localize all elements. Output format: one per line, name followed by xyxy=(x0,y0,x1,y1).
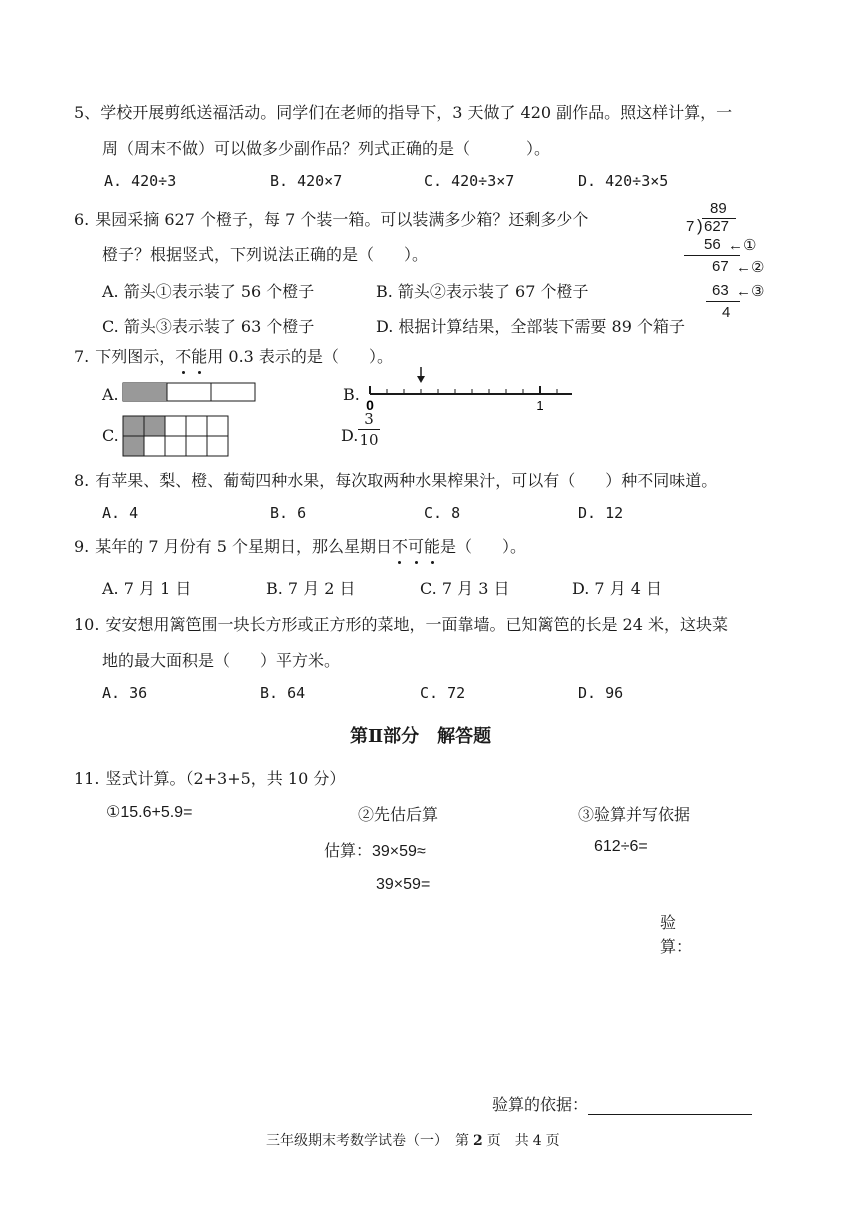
q8-option-a[interactable]: A. 4 xyxy=(102,504,139,522)
q5-option-c[interactable]: C. 420÷3×7 xyxy=(424,172,515,190)
emphasis-char: 能 xyxy=(424,534,440,557)
q11-check-label-2: 算： xyxy=(660,939,693,956)
fraction-denominator: 10 xyxy=(359,431,379,449)
q11-part1: ①15.6+5.9= xyxy=(106,804,193,821)
q5-option-a[interactable]: A. 420÷3 xyxy=(104,172,177,190)
q11-basis-label: 验算的依据： xyxy=(492,1097,589,1114)
division-step2: 67 xyxy=(712,258,729,275)
fraction-bar xyxy=(358,429,380,430)
q7-number: 7. xyxy=(74,347,90,366)
q10-number: 10. xyxy=(74,615,100,634)
q8-text-end: ）种不同味道。 xyxy=(605,471,718,490)
q7-option-c-grid[interactable] xyxy=(122,415,232,457)
q6-text-line2: 橙子？根据竖式，下列说法正确的是（ xyxy=(102,245,375,264)
q8-option-b[interactable]: B. 6 xyxy=(270,504,307,522)
q9-option-a[interactable]: A. 7 月 1 日 xyxy=(102,579,192,598)
q7-text-end: ）。 xyxy=(368,347,393,366)
q7-text-2: 用 0.3 表示的是（ xyxy=(207,347,339,366)
q5-text-line2: 周（周末不做）可以做多少副作品？列式正确的是（ xyxy=(102,139,471,158)
footer-text-3: 页 xyxy=(545,1133,560,1149)
q8-option-d[interactable]: D. 12 xyxy=(578,504,624,522)
page-footer xyxy=(266,1130,560,1150)
q8-text: 有苹果、梨、橙、葡萄四种水果，每次取两种水果榨果汁，可以有（ xyxy=(95,471,576,490)
q6-option-b[interactable]: B. 箭头②表示装了 67 个橙子 xyxy=(376,282,589,301)
division-line-2 xyxy=(706,301,740,302)
q5-text-line2-end: ）。 xyxy=(526,139,551,158)
q6-option-d[interactable]: D. 根据计算结果，全部装下需要 89 个箱子 xyxy=(376,317,685,336)
q11-part3: ③验算并写依据 xyxy=(578,807,691,824)
q10-text-line2-end: ）平方米。 xyxy=(260,651,341,670)
arrow-3-label: ③ xyxy=(751,283,765,300)
q7-text: 下列图示， xyxy=(95,347,176,366)
arrow-3: ←③ xyxy=(736,283,765,300)
q9-option-d[interactable]: D. 7 月 4 日 xyxy=(572,579,663,598)
grid-cell xyxy=(165,436,186,456)
q10-stem-line1 xyxy=(74,612,728,635)
arrow-1-label: ① xyxy=(743,237,757,254)
emphasis-char: 可 xyxy=(408,534,424,557)
q10-option-d[interactable]: D. 96 xyxy=(578,684,624,702)
q11-estimate: 估算：39×59≈ xyxy=(324,843,426,860)
q10-option-c[interactable]: C. 72 xyxy=(420,684,466,702)
q5-option-d[interactable]: D. 420÷3×5 xyxy=(578,172,669,190)
footer-total-pages: 4 xyxy=(532,1133,542,1149)
q7-option-d-label[interactable]: D. xyxy=(341,426,359,445)
arrow-1: ←① xyxy=(728,237,757,254)
division-dividend: 627 xyxy=(704,218,730,235)
section-title: 第Ⅱ部分 解答题 xyxy=(350,726,492,747)
q10-stem-line2 xyxy=(102,648,340,671)
q5-stem-line2 xyxy=(102,136,550,159)
q8-number: 8. xyxy=(74,471,90,490)
q9-text-2: 是（ xyxy=(440,537,473,556)
division-quotient: 89 xyxy=(710,200,727,217)
division-remainder: 4 xyxy=(722,304,731,321)
grid-cell xyxy=(123,436,144,456)
q7-option-a-label[interactable]: A. xyxy=(102,385,119,404)
q11-text: 竖式计算。（2+3+5，共 10 分） xyxy=(105,769,346,788)
footer-text: 三年级期末考数学试卷（一） 第 xyxy=(266,1133,469,1149)
arrow-2: ←② xyxy=(736,259,765,276)
arrow-2-label: ② xyxy=(751,259,765,276)
q7-option-d-fraction[interactable] xyxy=(358,410,380,449)
footer-page-number: 2 xyxy=(473,1133,483,1149)
grid-cell xyxy=(144,436,165,456)
division-line-1 xyxy=(684,255,740,256)
q6-option-c[interactable]: C. 箭头③表示装了 63 个橙子 xyxy=(102,317,315,336)
long-division-figure xyxy=(680,198,790,328)
q6-text-line2-end: ）。 xyxy=(404,245,429,264)
q8-option-c[interactable]: C. 8 xyxy=(424,504,461,522)
q11-check-label-1: 验 xyxy=(660,915,677,932)
q5-stem-line1 xyxy=(74,100,732,123)
q9-stem xyxy=(74,534,526,557)
q11-compute: 39×59= xyxy=(376,876,431,893)
footer-text-2: 页 共 xyxy=(486,1133,529,1149)
q10-text-line2: 地的最大面积是（ xyxy=(102,651,231,670)
q10-text-line1: 安安想用篱笆围一块长方形或正方形的菜地，一面靠墙。已知篱笆的长是 24 米，这块菜 xyxy=(105,615,728,634)
q9-option-b[interactable]: B. 7 月 2 日 xyxy=(266,579,356,598)
q5-option-b[interactable]: B. 420×7 xyxy=(270,172,343,190)
emphasis-char: 不 xyxy=(175,344,191,367)
q8-stem xyxy=(74,468,717,491)
numberline-one-label: 1 xyxy=(536,398,544,413)
q6-stem-line2 xyxy=(102,242,428,265)
q6-option-a[interactable]: A. 箭头①表示装了 56 个橙子 xyxy=(102,282,315,301)
q10-option-b[interactable]: B. 64 xyxy=(260,684,306,702)
q11-basis xyxy=(492,1092,752,1115)
grid-cell xyxy=(165,416,186,436)
grid-cell xyxy=(186,436,207,456)
q11-division: 612÷6= xyxy=(594,838,648,855)
down-arrow-icon xyxy=(417,367,425,383)
q5-text-line1: 学校开展剪纸送福活动。同学们在老师的指导下，3 天做了 420 副作品。照这样计算，一 xyxy=(100,103,733,122)
q9-option-c[interactable]: C. 7 月 3 日 xyxy=(420,579,510,598)
grid-cell xyxy=(186,416,207,436)
q9-text-end: ）。 xyxy=(502,537,527,556)
grid-cell xyxy=(207,436,228,456)
grid-cell xyxy=(123,416,144,436)
q7-option-b-numberline[interactable] xyxy=(360,364,576,416)
q9-text: 某年的 7 月份有 5 个星期日，那么星期日 xyxy=(95,537,392,556)
q7-option-b-label[interactable]: B. xyxy=(343,385,360,404)
q9-number: 9. xyxy=(74,537,90,556)
q7-option-c-label[interactable]: C. xyxy=(102,426,119,445)
emphasis-char: 能 xyxy=(191,344,207,367)
q11-basis-answer-line[interactable] xyxy=(588,1096,752,1115)
q11-stem xyxy=(74,766,345,789)
grid-cell xyxy=(207,416,228,436)
q5-number: 5、 xyxy=(74,103,101,122)
q10-option-a[interactable]: A. 36 xyxy=(102,684,148,702)
division-bracket: ) xyxy=(697,216,703,235)
division-divisor: 7 xyxy=(686,218,695,235)
q7-stem xyxy=(74,344,393,367)
q11-number: 11. xyxy=(74,769,100,788)
q7-option-a-bar[interactable] xyxy=(122,382,256,402)
division-step3: 63 xyxy=(712,282,729,299)
numberline-zero-label: 0 xyxy=(366,397,374,413)
emphasis-char: 不 xyxy=(392,534,408,557)
q6-text-line1: 果园采摘 627 个橙子，每 7 个装一箱。可以装满多少箱？还剩多少个 xyxy=(95,210,589,229)
q6-stem-line1 xyxy=(74,207,588,230)
q6-number: 6. xyxy=(74,210,90,229)
fraction-numerator: 3 xyxy=(364,410,374,428)
q11-part2: ②先估后算 xyxy=(358,807,439,824)
division-step1: 56 xyxy=(704,236,721,253)
grid-cell xyxy=(144,416,165,436)
